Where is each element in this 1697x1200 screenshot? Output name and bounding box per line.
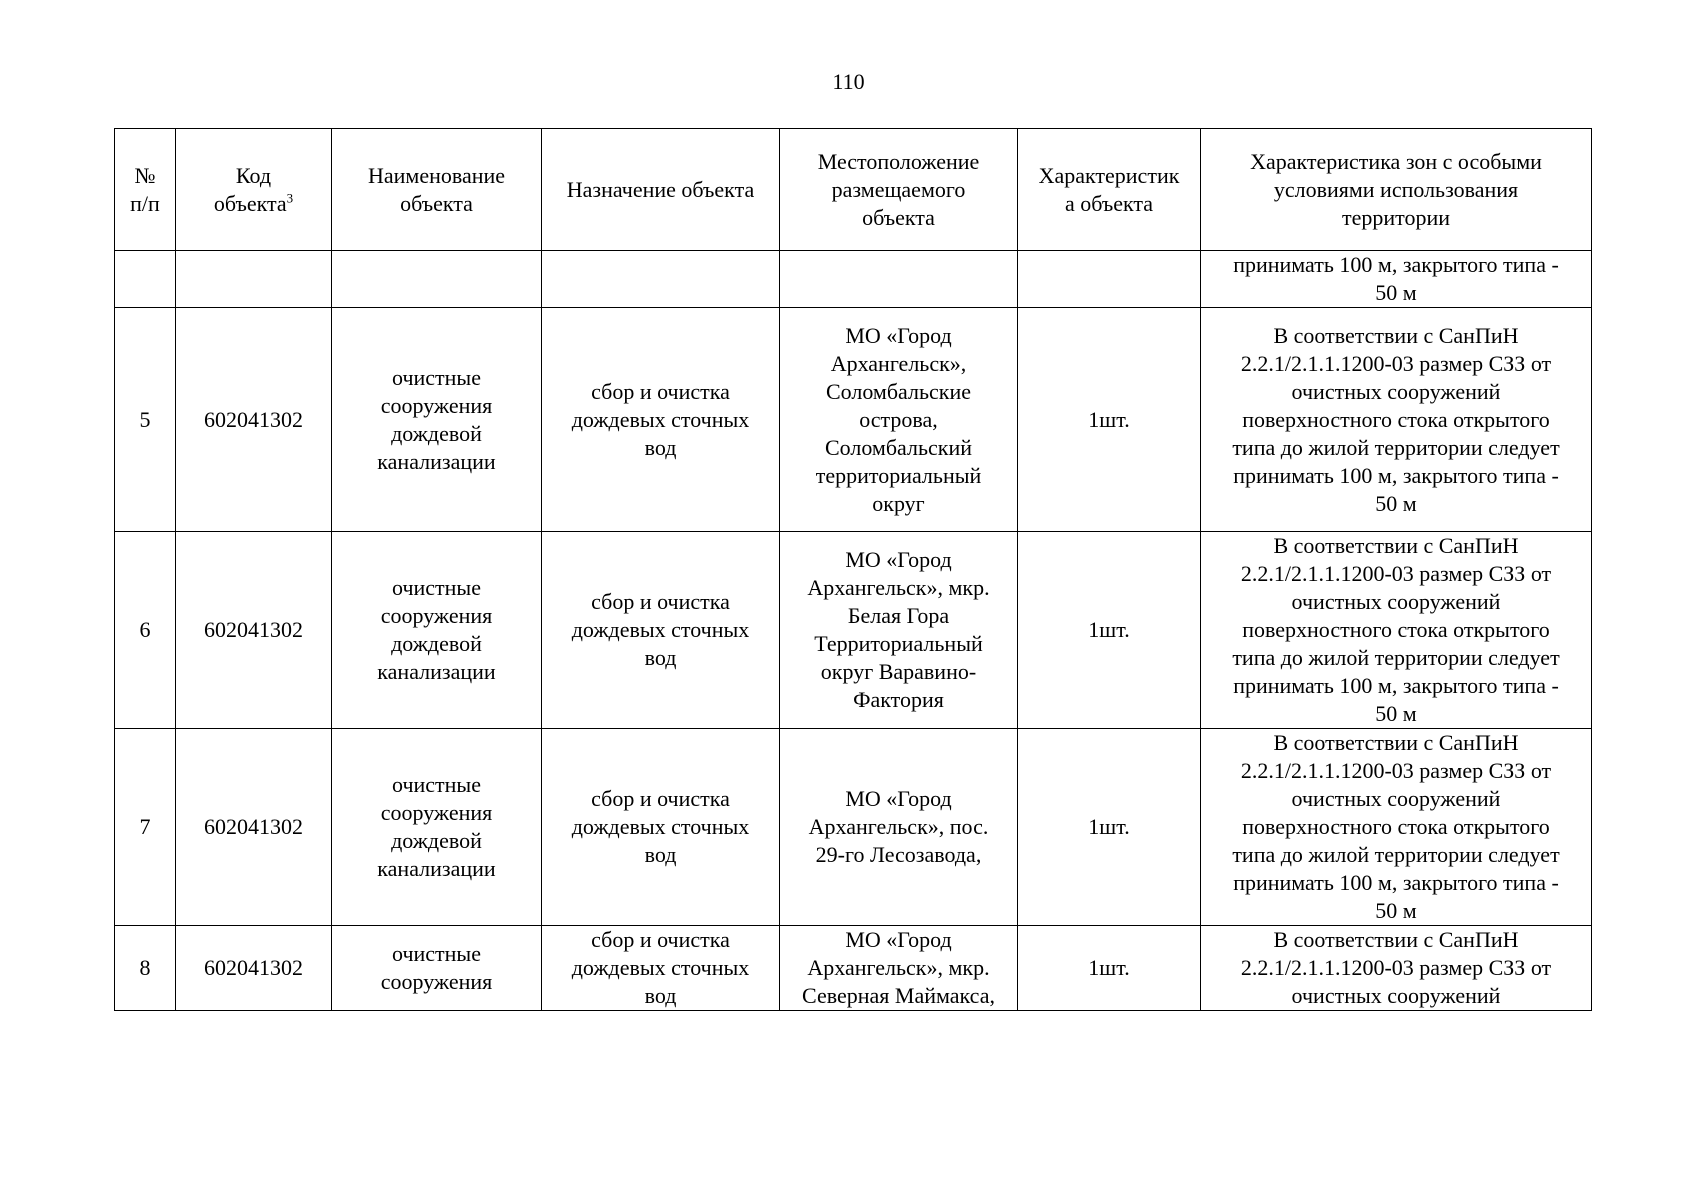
- cell-code: 602041302: [176, 532, 332, 729]
- cell-purpose: [542, 251, 780, 308]
- cell-characteristic: 1шт.: [1018, 308, 1201, 532]
- cell-zones: В соответствии с СанПиН 2.2.1/2.1.1.1200-03 размер СЗЗ от очистных сооружений поверхностного стока открытого типа до жилой территории следует принимать 100 м, закрытого типа - 50 м: [1201, 532, 1592, 729]
- header-name: Наименование объекта: [332, 129, 542, 251]
- cell-characteristic: 1шт.: [1018, 532, 1201, 729]
- cell-purpose: сбор и очистка дождевых сточных вод: [542, 308, 780, 532]
- table-row: [115, 308, 1592, 532]
- footnote-marker: 3: [286, 190, 294, 206]
- header-characteristic: Характеристик а объекта: [1018, 129, 1201, 251]
- table-row: [115, 532, 1592, 729]
- cell-num: 8: [115, 926, 176, 1011]
- cell-location: МО «Город Архангельск», мкр. Северная Маймакса,: [780, 926, 1018, 1011]
- cell-location: МО «Город Архангельск», Соломбальские острова, Соломбальский территориальный округ: [780, 308, 1018, 532]
- header-code-text: Код объекта: [213, 162, 287, 216]
- cell-characteristic: [1018, 251, 1201, 308]
- cell-purpose: сбор и очистка дождевых сточных вод: [542, 532, 780, 729]
- cell-num: 5: [115, 308, 176, 532]
- cell-code: 602041302: [176, 926, 332, 1011]
- cell-characteristic: 1шт.: [1018, 926, 1201, 1011]
- cell-code: 602041302: [176, 729, 332, 926]
- cell-location: МО «Город Архангельск», пос. 29-го Лесозавода,: [780, 729, 1018, 926]
- table-row: [115, 729, 1592, 926]
- cell-zones: В соответствии с СанПиН 2.2.1/2.1.1.1200-03 размер СЗЗ от очистных сооружений: [1201, 926, 1592, 1011]
- cell-name: очистные сооружения: [332, 926, 542, 1011]
- cell-code: 602041302: [176, 308, 332, 532]
- cell-zones: принимать 100 м, закрытого типа - 50 м: [1201, 251, 1592, 308]
- cell-name: очистные сооружения дождевой канализации: [332, 729, 542, 926]
- header-num: № п/п: [115, 129, 176, 251]
- table-row: [115, 926, 1592, 1011]
- cell-purpose: сбор и очистка дождевых сточных вод: [542, 926, 780, 1011]
- cell-location: [780, 251, 1018, 308]
- header-zones: Характеристика зон с особыми условиями использования территории: [1201, 129, 1592, 251]
- header-code: [176, 129, 332, 251]
- cell-location: МО «Город Архангельск», мкр. Белая Гора Территориальный округ Варавино- Фактория: [780, 532, 1018, 729]
- cell-name: [332, 251, 542, 308]
- cell-num: [115, 251, 176, 308]
- cell-name: очистные сооружения дождевой канализации: [332, 308, 542, 532]
- header-purpose: Назначение объекта: [542, 129, 780, 251]
- objects-table: [114, 128, 1592, 1011]
- page-number: 110: [832, 69, 865, 94]
- cell-num: 6: [115, 532, 176, 729]
- cell-zones: В соответствии с СанПиН 2.2.1/2.1.1.1200-03 размер СЗЗ от очистных сооружений поверхностного стока открытого типа до жилой территории следует принимать 100 м, закрытого типа - 50 м: [1201, 729, 1592, 926]
- cell-code: [176, 251, 332, 308]
- header-location: Местоположение размещаемого объекта: [780, 129, 1018, 251]
- table-header-row: [115, 129, 1592, 251]
- cell-zones: В соответствии с СанПиН 2.2.1/2.1.1.1200-03 размер СЗЗ от очистных сооружений поверхностного стока открытого типа до жилой территории следует принимать 100 м, закрытого типа - 50 м: [1201, 308, 1592, 532]
- cell-purpose: сбор и очистка дождевых сточных вод: [542, 729, 780, 926]
- cell-num: 7: [115, 729, 176, 926]
- cell-name: очистные сооружения дождевой канализации: [332, 532, 542, 729]
- continuation-row: [115, 251, 1592, 308]
- cell-characteristic: 1шт.: [1018, 729, 1201, 926]
